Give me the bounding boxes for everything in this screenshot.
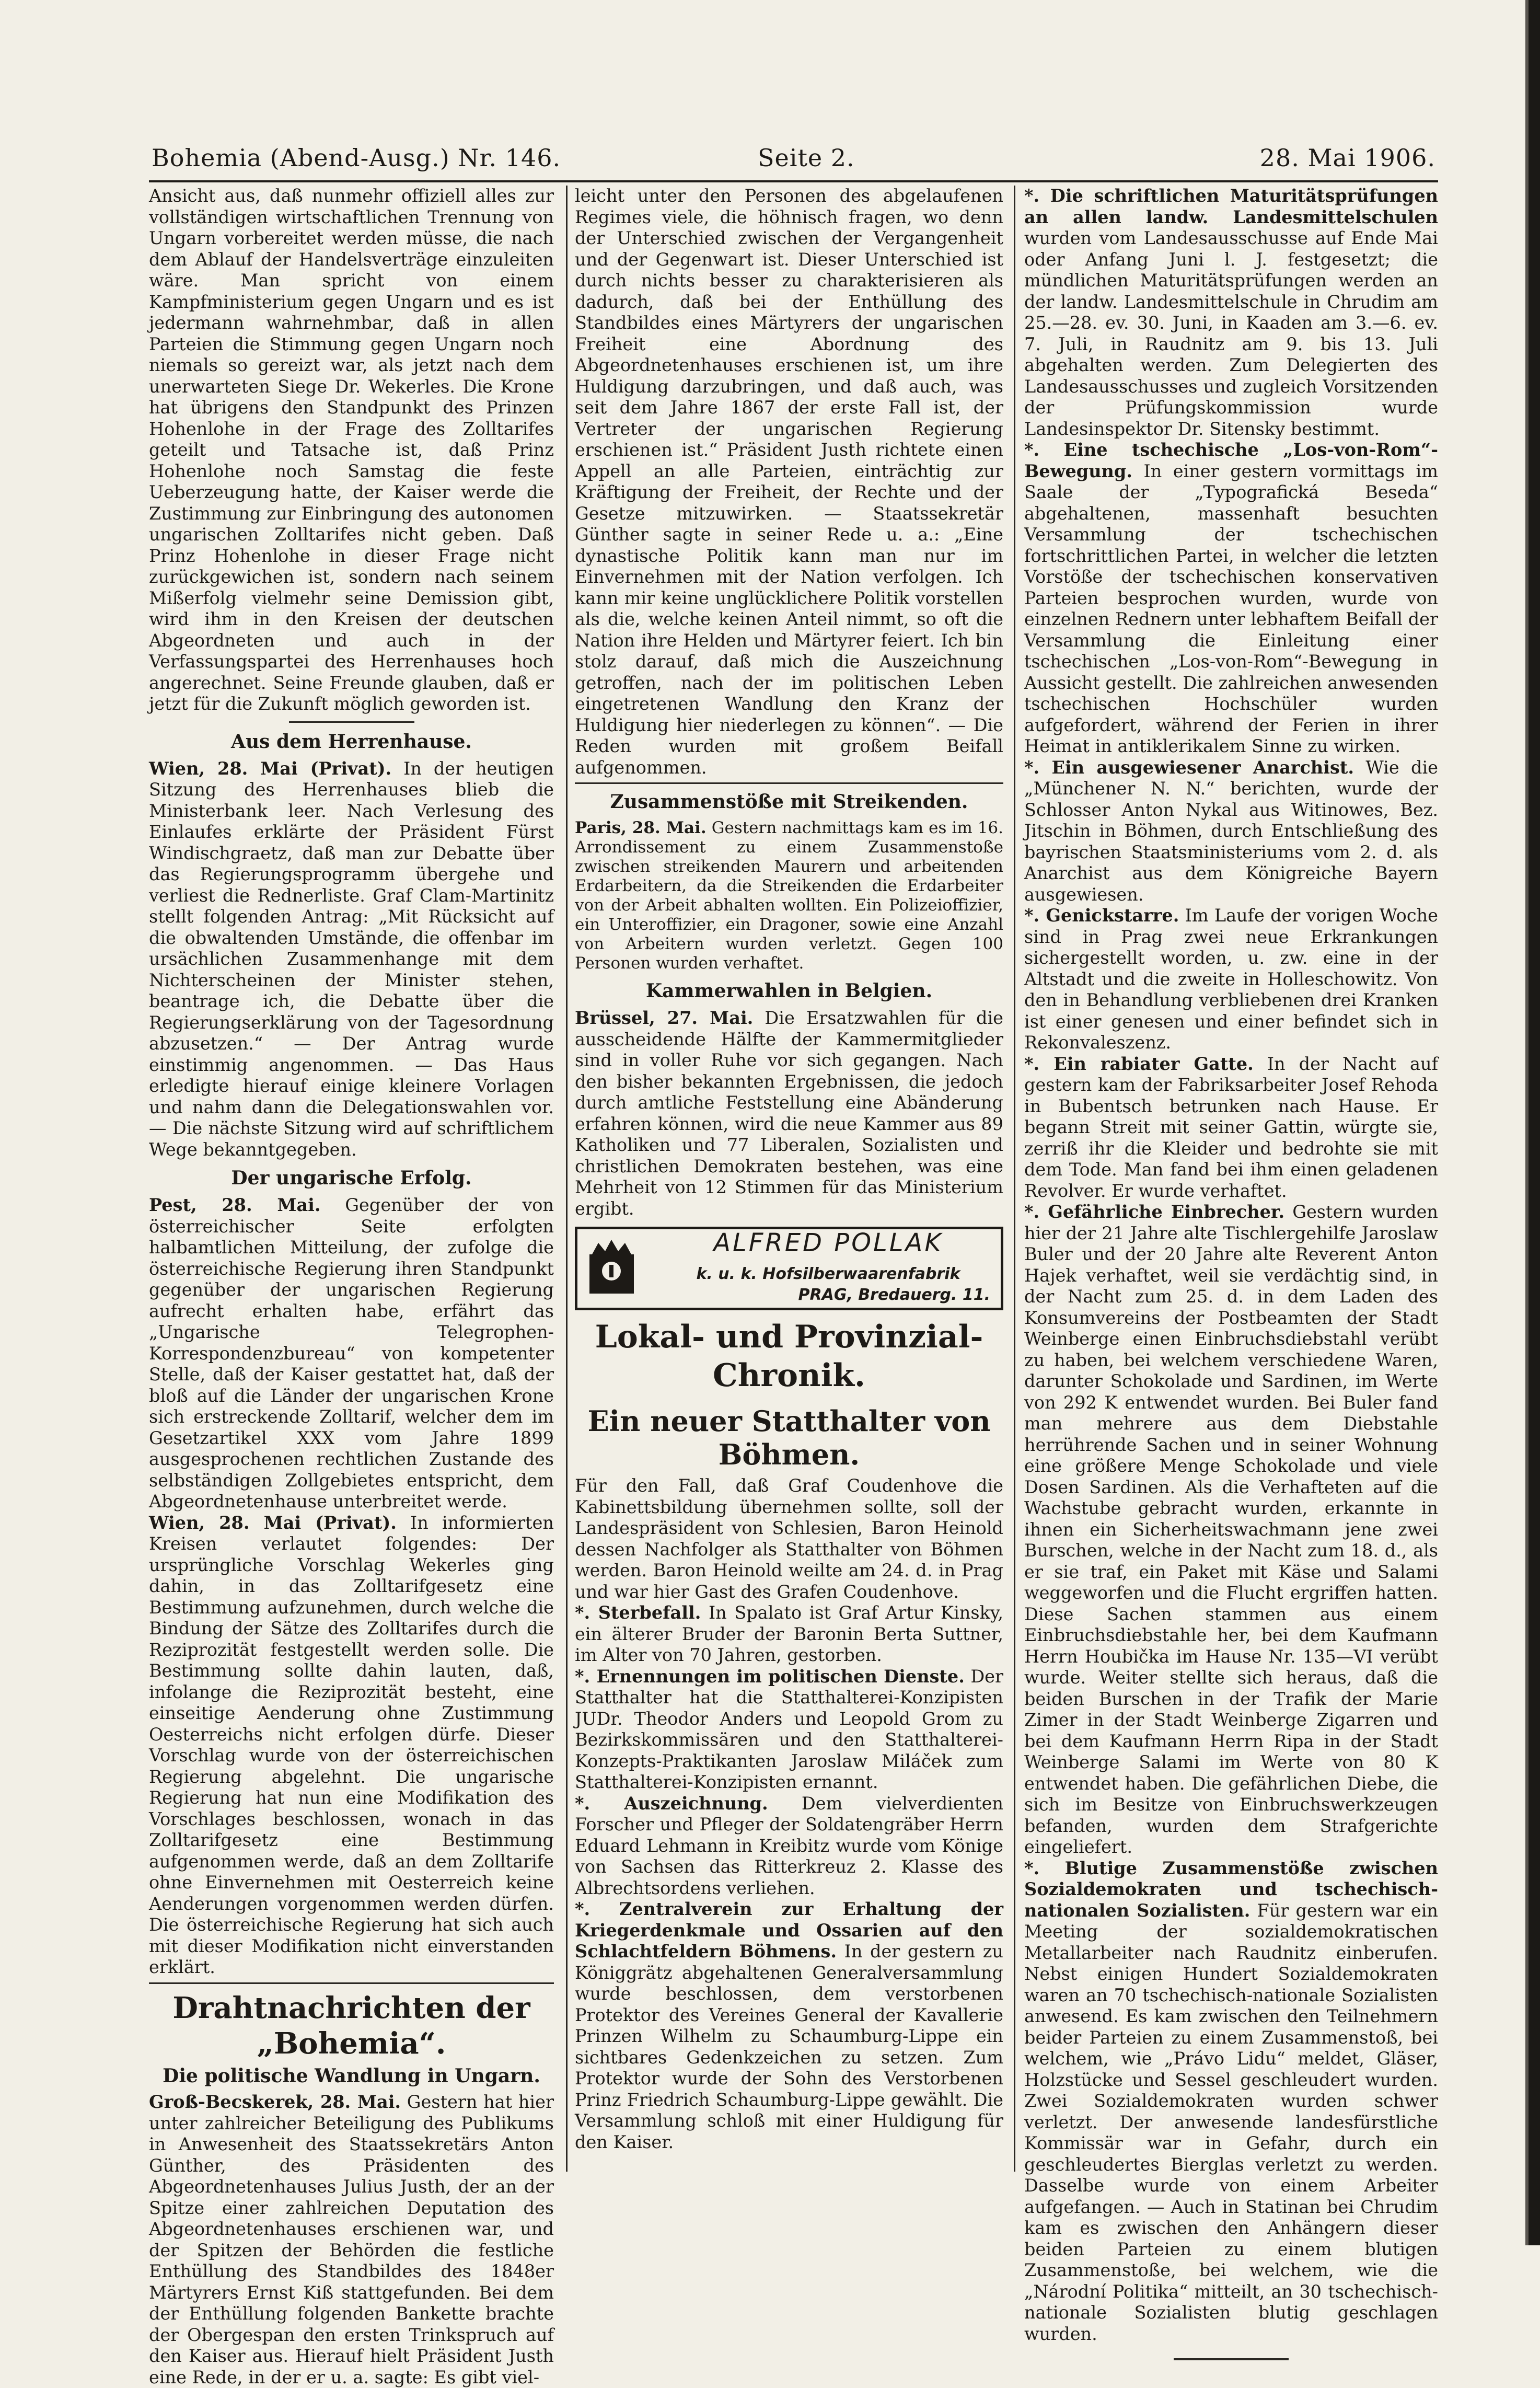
item-heading: *. Ernennungen im politischen Dienste. xyxy=(575,1666,965,1687)
dateline: Groß-Becskerek, 28. Mai. xyxy=(149,2092,401,2112)
item-heading: *. Zentralverein zur Erhaltung der Kriegerdenkmale und Ossarien auf den Schlachtfeldern Böhmens. xyxy=(575,1899,1003,1962)
article-heading: Kammerwahlen in Belgien. xyxy=(645,980,933,1002)
article-text: Die Ersatzwahlen für die ausscheidende Hälfte der Kammermitglieder sind in voller Ruhe vor sich gegangen. Nach den bisher bekannten Ergebnissen, die jedoch durch amtliche Feststellung eine Abänderung erfahren können, wird die neue Kammer aus 89 Katholiken und 77 Liberalen, Sozialisten und christlichen Demokraten bestehen, was eine Mehrheit von 12 Stimmen für das Ministerium ergibt. xyxy=(575,1008,1004,1219)
article-heading: Aus dem Herrenhause. xyxy=(231,730,472,753)
article-text: Gegenüber der von österreichischer Seite erfolgten halbamtlichen Mitteilung, der zufolge die österreichische Regierung ihren Standpunkt gegenüber der ungarischen Regierung aufrecht erhalten habe, erfährt das „Ungarische Telegrophen-Korrespondenzbureau“ von kompetenter Stelle, daß der Kaiser gestattet hat, daß der bloß auf die Länder der ungarischen Krone sich erstreckende Zolltarif, welcher dem im Gesetzartikel XXX vom Jahre 1899 ausgesprochenen rechtlichen Zustande des selbständigen Zollgebietes entspricht, dem Abgeordnetenhause unterbreitet werde. xyxy=(149,1195,554,1512)
column-2 xyxy=(575,186,1003,2182)
article-paragraph xyxy=(575,1008,1003,1219)
article-heading: Die politische Wandlung in Ungarn. xyxy=(163,2064,540,2087)
article-paragraph xyxy=(149,1195,554,1513)
dateline: Wien, 28. Mai (Privat). xyxy=(149,1512,397,1533)
scan-border xyxy=(1529,0,1540,2245)
news-item xyxy=(1024,440,1438,757)
article-heading: Ein neuer Statthalter von Böhmen. xyxy=(587,1404,991,1471)
item-heading: *. Auszeichnung. xyxy=(575,1793,768,1814)
header-date: 28. Mai 1906. xyxy=(1259,144,1435,172)
column-divider xyxy=(566,186,568,2172)
article-paragraph: Ansicht aus, daß nunmehr offiziell alles zur vollständigen wirtschaftlichen Trennung von Ungarn vorbereitet werden müsse, die nach dem Ablauf der Handelsverträge einzuleiten wäre. Man spricht von einem Kampfministerium gegen Ungarn und es ist jedermann wahrnehmbar, daß in allen Parteien die Stimmung gegen Ungarn noch niemals so gereizt war, als jetzt nach dem unerwarteten Siege Dr. Wekerles. Die Krone hat übrigens den Standpunkt des Prinzen Hohenlohe in der Frage des Zolltarifes geteilt und Tatsache ist, daß Prinz Hohenlohe noch Samstag die feste Ueberzeugung hatte, der Kaiser werde die Zustimmung zur Einbringung des autonomen ungarischen Zolltarifes nicht geben. Daß Prinz Hohenlohe in dieser Frage nicht zurückgewichen ist, sondern nach seinem Mißerfolg vielmehr seine Demission gibt, wird ihm in den Kreisen der deutschen Abgeordneten und auch in der Verfassungspartei des Herrenhauses hoch angerechnet. Seine Freunde glauben, daß er jetzt für die Zukunft möglich geworden ist. xyxy=(149,186,554,714)
item-text: In der Nacht auf gestern kam der Fabriksarbeiter Josef Rehoda in Bubentsch betrunken nach Hause. Er begann Streit mit seiner Gattin, würgte sie, zerriß ihr die Kleider und bedrohte sie mit dem Tode. Man fand bei ihm einen geladenen Revolver. Er wurde verhaftet. xyxy=(1024,1053,1438,1201)
item-text: Im Laufe der vorigen Woche sind in Prag zwei neue Erkrankungen sichergestellt worden, u. zw. eine in der Altstadt und die zweite in Holleschowitz. Von den in Behandlung verbliebenen drei Kranken ist einer genesen und einer befindet sich in Rekonvaleszenz. xyxy=(1024,905,1438,1053)
article-paragraph xyxy=(149,758,554,1161)
article-heading: Der ungarische Erfolg. xyxy=(231,1167,472,1189)
item-text: In Spalato ist Graf Artur Kinsky, ein älterer Bruder der Baronin Berta Suttner, im Alter von 70 Jahren, gestorben. xyxy=(575,1602,1003,1665)
advertiser-address: PRAG, Bredauerg. 11. xyxy=(798,1286,990,1304)
header-page-number: Seite 2. xyxy=(758,144,855,172)
item-heading: *. Ein rabiater Gatte. xyxy=(1024,1053,1254,1074)
article-paragraph xyxy=(149,2092,554,2388)
section-heading: Drahtnachrichten der „Bohemia“. xyxy=(172,1990,530,2061)
section-heading: Lokal- und Provinzial-Chronik. xyxy=(595,1319,983,1394)
divider xyxy=(289,721,414,723)
item-text: Gestern wurden hier der 21 Jahre alte Tischlergehilfe Jaroslaw Buler und der 20 Jahre alte Reverent Anton Hajek verhaftet, weil sie verdächtig sind, in der Nacht zum 25. d. in dem Laden des Konsumvereins der Postbeamten der Stadt Weinberge einen Einbruchsdiebstahl verübt zu haben, bei welchem verschiedene Waren, darunter Schokolade und Sardinen, im Werte von 292 K entwendet wurden. Bei Buler fand man mehrere aus dem Diebstahle herrührende Sachen und in seiner Wohnung eine größere Menge Schokolade und viele Dosen Sardinen. Als die Verhafteten auf die Wachstube gebracht wurden, erkannte in ihnen ein Sicherheitswachmann jene zwei Burschen, welche in der Nacht zum 18. d., als er sie traf, ein Paket mit Käse und Salami weggeworfen und die Flucht ergriffen hatten. Diese Sachen stammen aus einem Einbruchsdiebstahle her, bei dem Kaufmann Herrn Houbička im Hause Nr. 135—VI verübt wurde. Weiter stellte sich heraus, daß die beiden Burschen in der Trafik der Marie Zimer in der Stadt Weinberge Zigarren und bei dem Kaufmann Herrn Ripa in der Stadt Weinberge Salami im Werte von 80 K entwendet haben. Die gefährlichen Diebe, die sich im Besitze von Einbruchswerkzeugen befanden, wurden dem Strafgerichte eingeliefert. xyxy=(1024,1202,1438,1857)
news-item xyxy=(1024,905,1438,1054)
advertiser-business: k. u. k. Hofsilberwaarenfabrik xyxy=(696,1265,960,1283)
news-item xyxy=(575,1602,1003,1666)
news-item xyxy=(575,1666,1003,1793)
article-paragraph xyxy=(575,818,1003,973)
article-text: Gestern hat hier unter zahlreicher Beteiligung des Publikums in Anwesenheit des Staatssekretärs Anton Günther, des Präsidenten des Abgeordnetenhauses Julius Justh, der an der Spitze einer zahlreichen Deputation des Abgeordnetenhauses erschienen war, und der Spitzen der Behörden die festliche Enthüllung des Standbildes des 1848er Märtyrers Ernst Kiß stattgefunden. Bei dem der Enthüllung folgenden Bankette brachte der Obergespan den ersten Trinkspruch auf den Kaiser aus. Hierauf hielt Präsident Justh eine Rede, in der er u. a. sagte: Es gibt viel- xyxy=(149,2092,554,2387)
header-rule xyxy=(149,180,1438,182)
article-heading: Zusammenstöße mit Streikenden. xyxy=(610,791,968,813)
article-text: In informierten Kreisen verlautet folgendes: Der ursprüngliche Vorschlag Wekerles ging dahin, in das Zolltarifgesetz eine Bestimmung aufzunehmen, durch welche die Bindung der Sätze des Zolltarifes durch die Reziprozität festgestellt werden solle. Die Bestimmung sollte dahin lauten, daß, infolange die Reziprozität besteht, eine einseitige Aenderung ohne Zustimmung Oesterreichs nicht erfolgen dürfe. Dieser Vorschlag wurde von der österreichischen Regierung abgelehnt. Die ungarische Regierung hat nun eine Modifikation des Vorschlages beschlossen, wonach in das Zolltarifgesetz eine Bestimmung aufgenommen werde, daß an dem Zolltarife ohne Einvernehmen mit Oesterreich keine Aenderungen vorgenommen werden dürfen. Die österreichische Regierung hat sich auch mit dieser Modifikation nicht einverstanden erklärt. xyxy=(149,1512,554,1977)
item-text: Dem vielverdienten Forscher und Pfleger der Soldatengräber Herrn Eduard Lehmann in Kreibitz wurde vom Könige von Sachsen das Ritterkreuz 2. Klasse des Albrechtsordens verliehen. xyxy=(575,1793,1003,1898)
news-item xyxy=(1024,1054,1438,1202)
crown-emblem-icon xyxy=(587,1239,636,1296)
article-paragraph: Für den Fall, daß Graf Coudenhove die Kabinettsbildung übernehmen sollte, soll der Landespräsident von Schlesien, Baron Heinold dessen Nachfolger als Statthalter von Böhmen werden. Baron Heinold weilte am 24. d. in Prag und war hier Gast des Grafen Coudenhove. xyxy=(575,1475,1003,1602)
item-text: wurden vom Landesausschusse auf Ende Mai oder Anfang Juni l. J. festgesetzt; die mündlichen Maturitätsprüfungen werden an der landw. Landesmittelschule in Chrudim am 25.—28. ev. 30. Juni, in Kaaden am 3.—6. ev. 7. Juli, in Raudnitz am 9. bis 13. Juli abgehalten werden. Zum Delegierten des Landesausschusses und zugleich Vorsitzenden der Prüfungskommission wurde Landesinspektor Dr. Sitensky bestimmt. xyxy=(1024,228,1438,439)
article-paragraph: leicht unter den Personen des abgelaufenen Regimes viele, die höhnisch fragen, wo denn der Unterschied zwischen der Vergangenheit und der Gegenwart ist. Dieser Unterschied ist durch nichts besser zu charakterisieren als dadurch, daß bei der Enthüllung des Standbildes eines Märtyrers der ungarischen Freiheit eine Abordnung des Abgeordnetenhauses erschienen ist, um ihre Huldigung darzubringen, und daß auch, was seit dem Jahre 1867 der erste Fall ist, der Vertreter der ungarischen Regierung erschienen ist.“ Präsident Justh richtete einen Appell an alle Parteien, einträchtig zur Kräftigung der Freiheit, der Rechte und der Gesetze mitzuwirken. — Staatssekretär Günther sagte in seiner Rede u. a.: „Eine dynastische Politik kann man nur im Einvernehmen mit der Nation verfolgen. Ich kann mir keine unglücklichere Politik vorstellen als die, welche keinen Anteil nimmt, so oft die Nation ihre Helden und Märtyrer feiert. Ich bin stolz darauf, daß mich die Auszeichnung getroffen, nach der im politischen Leben eingetretenen Wandlung den Kranz der Huldigung hier niederlegen zu können“. — Die Reden wurden mit großem Beifall aufgenommen. xyxy=(575,186,1003,778)
column-divider xyxy=(1014,186,1015,2172)
article-text: Gestern nachmittags kam es im 16. Arrondissement zu einem Zusammenstoße zwischen streikenden Maurern und arbeitenden Erdarbeitern, da die Streikenden die Erdarbeiter von der Arbeit abhalten wollten. Ein Polizeioffizier, ein Unteroffizier, ein Dragoner, sowie eine Anzahl von Arbeitern wurden verletzt. Gegen 100 Personen wurden verhaftet. xyxy=(575,818,1004,973)
divider xyxy=(575,782,1003,784)
item-heading: *. Blutige Zusammenstöße zwischen Sozialdemokraten und tschechisch-nationalen Sozialisten. xyxy=(1024,1858,1438,1921)
advertiser-name: ALFRED POLLAK xyxy=(713,1228,943,1258)
item-text: In einer gestern vormittags im Saale der „Typografická Beseda“ abgehaltenen, massenhaft besuchten Versammlung der tschechischen fortschrittlichen Partei, in welcher die letzten Vorstöße der tschechischen konservativen Parteien besprochen wurden, wurde von einzelnen Rednern unter lebhaftem Beifall der Versammlung die Einleitung einer tschechischen „Los-von-Rom“-Bewegung in Aussicht gestellt. Die zahlreichen anwesenden tschechischen Hochschüler wurden aufgefordert, während der Ferien in ihrer Heimat in antiklerikalem Sinne zu wirken. xyxy=(1024,460,1439,756)
header-issue: Bohemia (Abend-Ausg.) Nr. 146. xyxy=(152,144,561,172)
news-item xyxy=(575,1793,1003,1899)
column-1 xyxy=(149,186,554,2387)
article-paragraph xyxy=(149,1513,554,1978)
divider xyxy=(149,1982,554,1984)
dateline: Pest, 28. Mai. xyxy=(149,1195,321,1215)
column-3 xyxy=(1024,186,1439,2344)
item-heading: *. Sterbefall. xyxy=(575,1602,701,1623)
news-item xyxy=(1024,1858,1438,2345)
item-heading: *. Die schriftlichen Maturitätsprüfungen an allen landw. Landesmittelschulen xyxy=(1024,186,1438,227)
dateline: Wien, 28. Mai (Privat). xyxy=(149,758,392,779)
item-heading: *. Gefährliche Einbrecher. xyxy=(1024,1202,1285,1222)
item-text: Wie die „Münchener N. N.“ berichten, wurde der Schlosser Anton Nykal aus Witinowes, Bez. Jitschin in Böhmen, durch Entschließung des bayrischen Staatsministeriums vom 2. d. als Anarchist aus dem Königreiche Bayern ausgewiesen. xyxy=(1024,757,1439,905)
item-heading: *. Genickstarre. xyxy=(1024,905,1179,926)
page-header xyxy=(152,139,1435,180)
advertisement xyxy=(575,1227,1003,1310)
item-text: Für gestern war ein Meeting der sozialdemokratischen Metallarbeiter nach Raudnitz einberufen. Nebst einigen Hundert Sozialdemokraten waren an 70 tschechisch-nationale Sozialisten anwesend. Es kam zwischen den Teilnehmern beider Parteien zu einem Zusammenstoß, bei welchem, wie „Právo Lidu“ meldet, Gläser, Holzstücke und Sessel geschleudert wurden. Zwei Sozialdemokraten wurden schwer verletzt. Der anwesende landesfürstliche Kommissär war in Gefahr, durch ein geschleudertes Bierglas verletzt zu werden. Dasselbe wurde von einem Arbeiter aufgefangen. — Auch in Statinan bei Chrudim kam es zwischen den Anhängern dieser beiden Parteien zu einem blutigen Zusammenstoße, bei welchem, wie die „Národní Politika“ mitteilt, an 30 tschechisch-nationale Sozialisten blutig geschlagen wurden. xyxy=(1024,1900,1438,2344)
item-heading: *. Ein ausgewiesener Anarchist. xyxy=(1024,757,1354,778)
dateline: Paris, 28. Mai. xyxy=(575,818,707,837)
end-divider xyxy=(1174,2358,1289,2360)
news-item xyxy=(575,1899,1003,2153)
article-text: In der heutigen Sitzung des Herrenhauses blieb die Ministerbank leer. Nach Verlesung des Einlaufes erklärte der Präsident Fürst Windischgraetz, daß man zur Debatte über das Regierungsprogramm übergehe und verliest die Rednerliste. Graf Clam-Martinitz stellt folgenden Antrag: „Mit Rücksicht auf die obwaltenden Umstände, die offenbar im ursächlichen Zusammenhange mit dem Nichterscheinen der Minister stehen, beantrage ich, die Debatte über die Regierungserklärung von der Tagesordnung abzusetzen.“ — Der Antrag wurde einstimmig angenommen. — Das Haus erledigte hierauf einige kleinere Vorlagen und nahm dann die Delegationswahlen vor. — Die nächste Sitzung wird auf schriftlichem Wege bekanntgegeben. xyxy=(149,758,554,1160)
news-item xyxy=(1024,1202,1438,1858)
item-heading: *. Eine tschechische „Los-von-Rom“-Bewegung. xyxy=(1024,440,1438,481)
item-text: In der gestern zu Königgrätz abgehaltenen Generalversammlung wurde beschlossen, dem verstorbenen Protektor des Vereines General der Kavallerie Prinzen Wilhelm zu Schaumburg-Lippe ein sichtbares Gedenkzeichen zu setzen. Zum Protektor wurde der Sohn des Verstorbenen Prinz Friedrich Schaumburg-Lippe gewählt. Die Versammlung schloß mit einer Huldigung für den Kaiser. xyxy=(575,1941,1003,2152)
news-item xyxy=(1024,757,1438,906)
item-text: Der Statthalter hat die Statthalterei-Konzipisten JUDr. Theodor Anders und Leopold Grom zu Bezirkskommissären und den Statthalterei-Konzepts-Praktikanten Jaroslaw Miláček zum Statthalterei-Konzipisten ernannt. xyxy=(575,1666,1004,1792)
news-item xyxy=(1024,186,1438,440)
dateline: Brüssel, 27. Mai. xyxy=(575,1008,754,1028)
